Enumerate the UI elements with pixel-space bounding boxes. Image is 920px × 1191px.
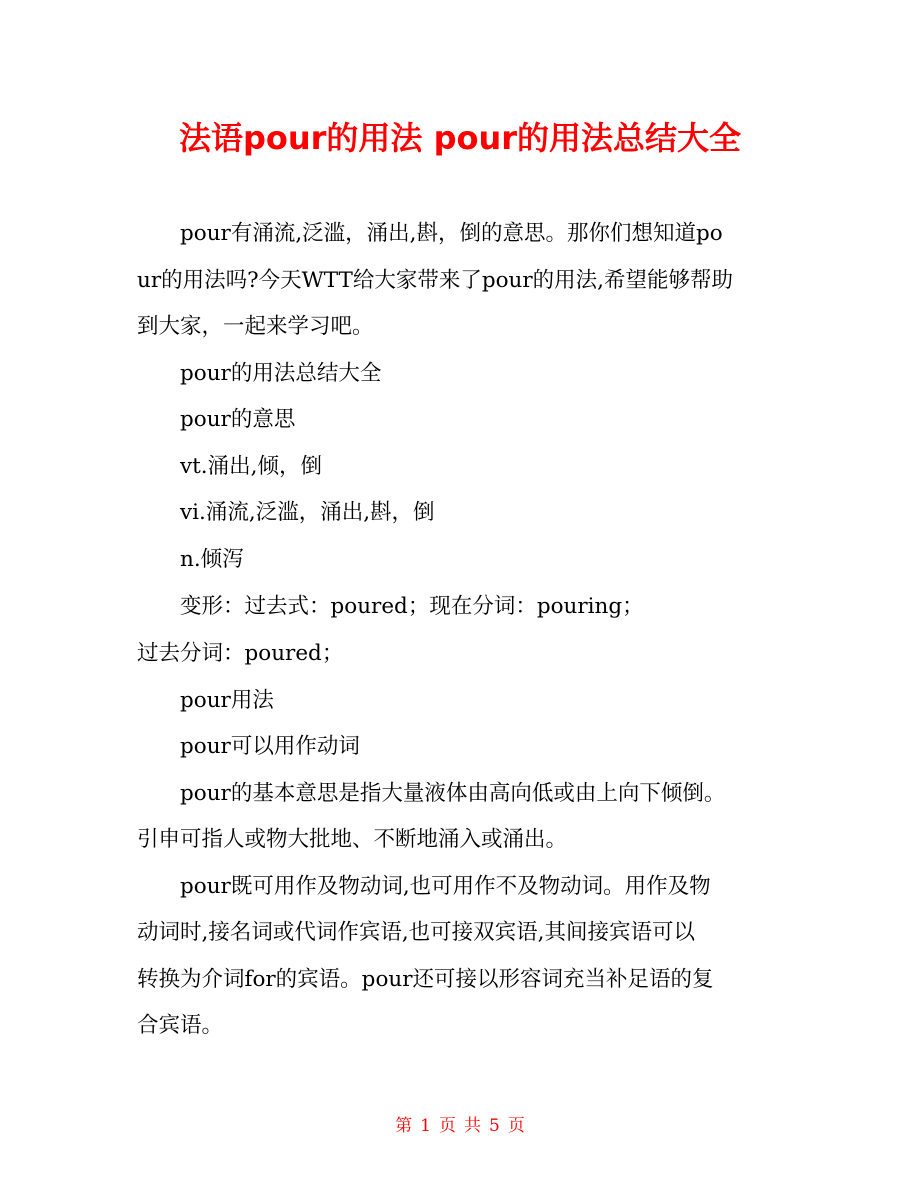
paragraph-line: vt.涌出,倾，倒 — [180, 454, 322, 479]
paragraph-line: 引申可指人或物大批地、不断地涌入或涌出。 — [137, 827, 568, 852]
paragraph-line: pour既可用作及物动词,也可用作不及物动词。用作及物 — [180, 874, 711, 899]
paragraph-line: pour有涌流,泛滥，涌出,斟，倒的意思。那你们想知道po — [180, 221, 723, 246]
paragraph-line: 合宾语。 — [137, 1013, 224, 1038]
paragraph-line: pour的意思 — [180, 407, 296, 432]
paragraph-line: pour用法 — [180, 688, 274, 713]
paragraph-line: vi.涌流,泛滥，涌出,斟，倒 — [180, 500, 435, 525]
footer-current-page: 1 — [420, 1116, 431, 1136]
paragraph-line: 动词时,接名词或代词作宾语,也可接双宾语,其间接宾语可以 — [137, 920, 696, 945]
paragraph-line: pour的基本意思是指大量液体由高向低或由上向下倾倒。 — [180, 781, 726, 806]
paragraph-line: 到大家，一起来学习吧。 — [137, 314, 374, 339]
paragraph-line: pour可以用作动词 — [180, 734, 360, 759]
paragraph-line: ur的用法吗?今天WTT给大家带来了pour的用法,希望能够帮助 — [137, 268, 733, 293]
footer-prefix: 第 — [395, 1116, 413, 1136]
page-footer — [0, 1112, 920, 1140]
footer-total-pages: 5 — [489, 1116, 500, 1136]
paragraph-line: 过去分词：poured； — [137, 641, 344, 666]
paragraph-line: 变形：过去式：poured；现在分词：pouring； — [180, 594, 644, 619]
document-title: 法语pour的用法 pour的用法总结大全 — [178, 119, 742, 157]
paragraph-line: 转换为介词for的宾语。pour还可接以形容词充当补足语的复 — [137, 967, 714, 992]
paragraph-line: pour的用法总结大全 — [180, 361, 382, 386]
paragraph-line: n.倾泻 — [180, 547, 244, 572]
footer-total-label: 共 — [464, 1116, 481, 1136]
footer-suffix: 页 — [507, 1116, 525, 1136]
footer-page-label: 页 — [439, 1116, 456, 1136]
